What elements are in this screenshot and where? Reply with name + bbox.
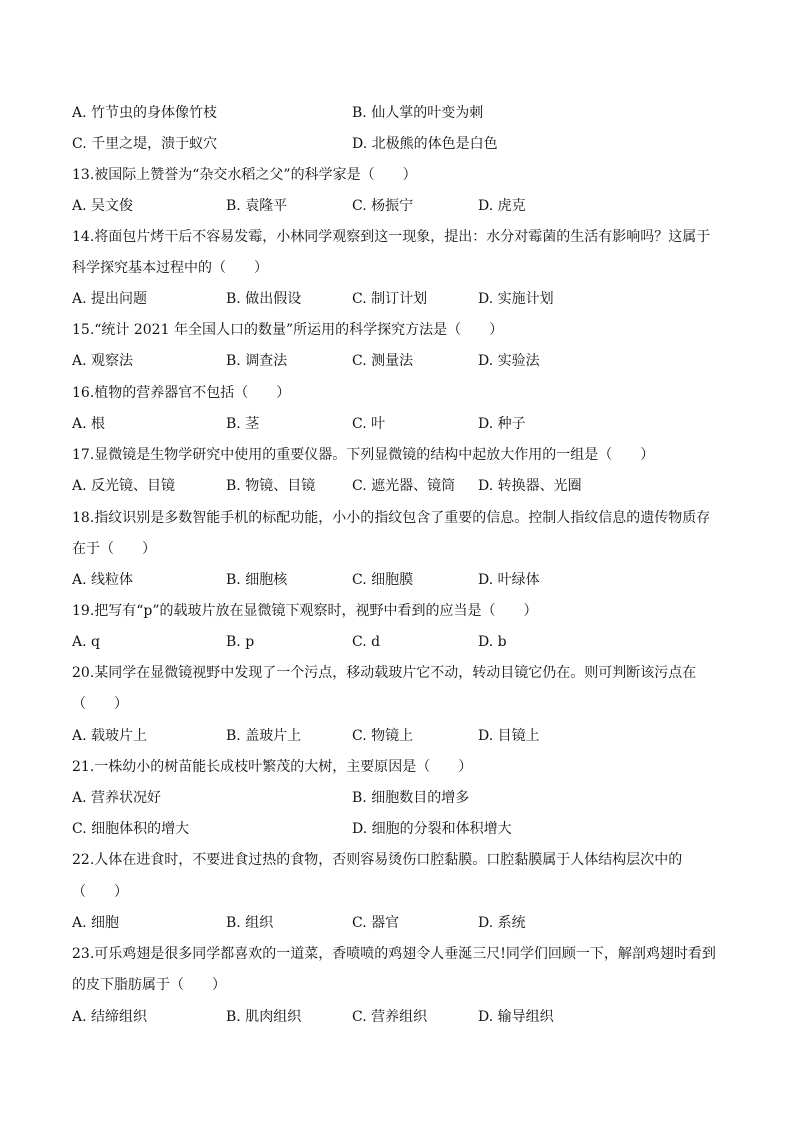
option-a: A. q (72, 634, 100, 650)
option-a: A. 细胞 (72, 915, 120, 931)
option-c: C. 物镜上 (352, 728, 414, 744)
option-a: A. 吴文俊 (72, 198, 134, 214)
option-d: D. 叶绿体 (478, 572, 540, 588)
option-b: B. 调查法 (226, 353, 288, 369)
option-a: A. 提出问题 (72, 291, 148, 307)
option-c: C. 杨振宁 (352, 198, 414, 214)
option-a: A. 线粒体 (72, 572, 134, 588)
option-c: C. 细胞膜 (352, 572, 414, 588)
question-stem: 17.显微镜是生物学研究中使用的重要仪器。下列显微镜的结构中起放大作用的一组是（ ） (72, 447, 655, 463)
option-b: B. 组织 (226, 915, 274, 931)
option-c: C. 测量法 (352, 353, 414, 369)
question-stem: 15.“统计 2021 年全国人口的数量”所运用的科学探究方法是（ ） (72, 322, 504, 338)
option-a: A. 反光镜、目镜 (72, 478, 176, 494)
option-a: A. 根 (72, 416, 106, 432)
option-c: C. 器官 (352, 915, 400, 931)
option-c: C. 遮光器、镜筒 (352, 478, 456, 494)
question-stem: 23.可乐鸡翅是很多同学都喜欢的一道菜，香喷喷的鸡翅令人垂涎三尺!同学们回顾一下，解剖鸡翅时看到 (72, 946, 716, 962)
question-stem: 的皮下脂肪属于（ ） (72, 977, 226, 993)
option-c: C. d (352, 634, 381, 650)
option-d: D. b (478, 634, 507, 650)
option-d: D. 细胞的分裂和体积增大 (352, 821, 512, 837)
question-stem: 19.把写有“p”的载玻片放在显微镜下观察时，视野中看到的应当是（ ） (72, 603, 538, 619)
option-a: A. 观察法 (72, 353, 134, 369)
question-stem: 在于（ ） (72, 541, 156, 557)
option-d: D. 目镜上 (478, 728, 540, 744)
option-a: A. 竹节虫的身体像竹枝 (72, 105, 218, 121)
option-c: C. 千里之堤，溃于蚁穴 (72, 136, 218, 152)
question-stem: 20.某同学在显微镜视野中发现了一个污点，移动载玻片它不动，转动目镜它仍在。则可判断该污点在 (72, 665, 697, 681)
option-c: C. 叶 (352, 416, 386, 432)
option-b: B. 茎 (226, 416, 260, 432)
option-d: D. 种子 (478, 416, 526, 432)
option-d: D. 实验法 (478, 353, 540, 369)
option-d: D. 虎克 (478, 198, 526, 214)
option-c: C. 细胞体积的增大 (72, 821, 190, 837)
question-stem: 13.被国际上赞誉为“杂交水稻之父”的科学家是（ ） (72, 167, 417, 183)
question-stem: 18.指纹识别是多数智能手机的标配功能，小小的指纹包含了重要的信息。控制人指纹信息的遗传物质存 (72, 510, 711, 526)
option-b: B. 细胞核 (226, 572, 288, 588)
option-d: D. 输导组织 (478, 1009, 554, 1025)
question-stem: 16.植物的营养器官不包括（ ） (72, 385, 291, 401)
option-d: D. 实施计划 (478, 291, 554, 307)
option-b: B. 做出假设 (226, 291, 302, 307)
option-d: D. 北极熊的体色是白色 (352, 136, 498, 152)
question-stem: 14.将面包片烤干后不容易发霉，小林同学观察到这一现象，提出：水分对霉菌的生活有影响吗？这属于 (72, 229, 711, 245)
option-b: B. 盖玻片上 (226, 728, 302, 744)
option-c: C. 制订计划 (352, 291, 428, 307)
option-b: B. p (226, 634, 255, 650)
option-d: D. 系统 (478, 915, 526, 931)
option-b: B. 细胞数目的增多 (352, 790, 470, 806)
question-stem: 22.人体在进食时，不要进食过热的食物，否则容易烫伤口腔黏膜。口腔黏膜属于人体结构层次中的 (72, 852, 683, 868)
question-stem: 21.一株幼小的树苗能长成枝叶繁茂的大树，主要原因是（ ） (72, 759, 473, 775)
option-b: B. 肌肉组织 (226, 1009, 302, 1025)
option-b: B. 袁隆平 (226, 198, 288, 214)
option-a: A. 营养状况好 (72, 790, 162, 806)
option-a: A. 结缔组织 (72, 1009, 148, 1025)
question-stem: （ ） (72, 696, 128, 712)
option-b: B. 物镜、目镜 (226, 478, 316, 494)
question-stem: （ ） (72, 884, 128, 900)
option-a: A. 载玻片上 (72, 728, 148, 744)
question-stem: 科学探究基本过程中的（ ） (72, 260, 268, 276)
option-c: C. 营养组织 (352, 1009, 428, 1025)
option-b: B. 仙人掌的叶变为刺 (352, 105, 484, 121)
option-d: D. 转换器、光圈 (478, 478, 582, 494)
